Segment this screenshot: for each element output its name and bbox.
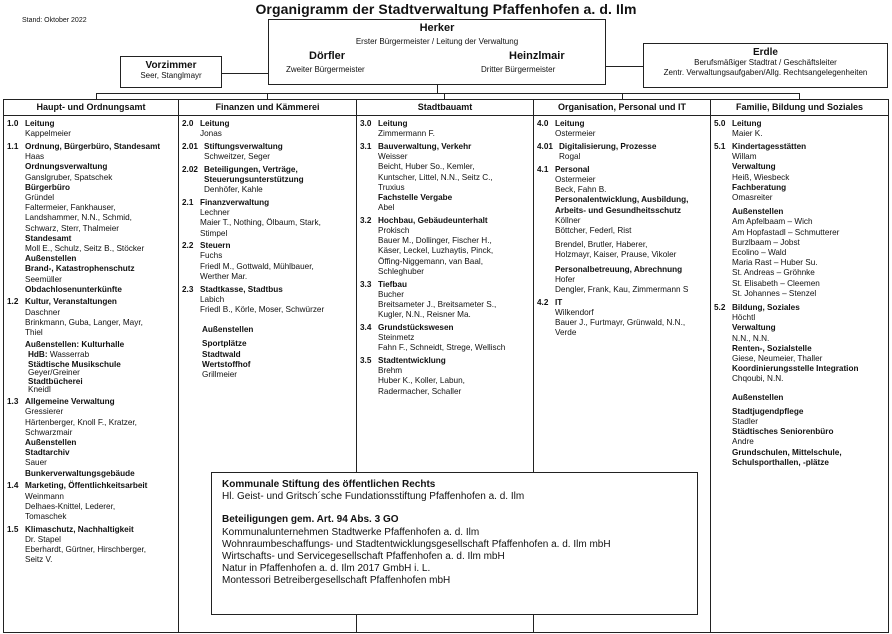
date-stamp: Stand: Oktober 2022 — [22, 17, 87, 24]
section-1-1: 1.1 Ordnung, Bürgerbüro, Standesamt Haas Ordnungsverwaltung Ganslgruber, Spatschek Bürgerbüro Gründel Faltermeier, Fankhauser, Landshammer, N.N., Schmid, Schwarz, Sterr, Thalmeier Standesamt Moll E., Schulz, Seitz B., Stöcker Außenstellen Brand-, Katastrophenschutz Seemüller Obdachlosenunterkünfte — [7, 141, 161, 294]
councillor-role: Berufsmäßiger Stadtrat / Geschäftsleiter — [694, 58, 837, 67]
section-1-3: 1.3 Allgemeine Verwaltung Gressierer Härtenberger, Knoll F., Kratzer, Schwarzmair Außenstellen Stadtarchiv Sauer Bunkerverwaltungsgebäude — [7, 397, 137, 478]
connector-bus — [96, 93, 800, 94]
section-1-0: 1.0 Leitung Kappelmeier — [7, 119, 71, 139]
first-mayor-role: Erster Bürgermeister / Leitung der Verwaltung — [355, 37, 519, 46]
section-2-0: 2.0 Leitung Jonas — [182, 119, 230, 139]
section-5-0: 5.0 Leitung Maier K. — [714, 119, 763, 139]
holdings-title: Beteiligungen gem. Art. 94 Abs. 3 GO — [222, 514, 399, 526]
third-mayor-role: Dritter Bürgermeister — [481, 65, 556, 74]
anteroom-box — [120, 56, 222, 88]
foundation-title: Kommunale Stiftung des öffentlichen Rechts — [222, 479, 436, 490]
second-mayor-name: Dörfler — [309, 50, 346, 62]
column-title: Stadtbauamt — [357, 100, 533, 116]
page-title: Organigramm der Stadtverwaltung Pfaffenhofen a. d. Ilm — [255, 1, 637, 17]
foundation-box — [211, 472, 698, 615]
section-2-02: 2.02 Beteiligungen, Verträge, Steuerungsunterstützung Denhöfer, Kahle — [182, 164, 304, 195]
section-5-1: 5.1 Kindertagesstätten Willam Verwaltung Heiß, Wiesbeck Fachberatung Omasreiter Außenstellen Am Apfelbaam – Wich Am Hopfastadl – Schmutterer Burzlbaam – Jobst Ecolino – Wald Maria Rast – Huber Su. St. Andreas – Gröhnke St. Elisabeth – Cleemen St. Johannes – Stenzel — [714, 141, 840, 298]
column-haupt-ordnungsamt — [3, 99, 179, 633]
column-title: Finanzen und Kämmerei — [179, 100, 356, 116]
anteroom-title: Vorzimmer — [145, 60, 197, 71]
holding-item: Montessori Betreibergesellschaft Pfaffenhofen mbH — [222, 575, 451, 587]
section-3-1: 3.1 Bauverwaltung, Verkehr Weisser Beicht, Huber So., Kemler, Kuntscher, Littel, N.N., Seitz C., Truxius Fachstelle Vergabe Abel — [360, 141, 493, 213]
section-1-2: 1.2 Kultur, Veranstaltungen Daschner Brinkmann, Guba, Langer, Mayr, Thiel Außenstellen: Kulturhalle HdB: Wasserrab Städtische Musikschule Geyer/Greiner Stadtbücherei Kneidl — [7, 297, 143, 395]
mayor-box — [268, 19, 606, 85]
councillor-name: Erdle — [752, 47, 778, 58]
section-3-5: 3.5 Stadtentwicklung Brehm Huber K., Koller, Labun, Radermacher, Schaller — [360, 355, 465, 396]
councillor-box — [643, 43, 888, 88]
column-title: Haupt- und Ordnungsamt — [4, 100, 178, 116]
section-2-3: 2.3 Stadtkasse, Stadtbus Labich Friedl B., Körle, Moser, Schwürzer — [182, 284, 325, 314]
finance-external-sites: Außenstellen Sportplätze Stadtwald Wertstoffhof Grillmeier — [202, 325, 254, 379]
column-title: Familie, Bildung und Soziales — [711, 100, 888, 116]
section-4-2: 4.2 IT Wilkendorf Bauer J., Furtmayr, Grünwald, N.N., Verde — [537, 297, 686, 338]
holding-item: Kommunalunternehmen Stadtwerke Pfaffenhofen a. d. Ilm — [222, 526, 480, 538]
section-4-0: 4.0 Leitung Ostermeier — [537, 119, 596, 139]
connector-councillor — [606, 66, 643, 67]
section-3-2: 3.2 Hochbau, Gebäudeunterhalt Prokisch Bauer M., Dollinger, Fischer H., Käser, Leckel, Luzhaytis, Pinck, Öffing-Niggemann, van Baal, Schleghuber — [360, 215, 494, 276]
section-3-4: 3.4 Grundstückswesen Steinmetz Fahn F., Schneidt, Strege, Wellisch — [360, 322, 506, 353]
foundation-entry: Hl. Geist- und Gritsch´sche Fundationsstiftung Pfaffenhofen a. d. Ilm — [222, 491, 525, 503]
section-5-2: 5.2 Bildung, Soziales Höchtl Verwaltung N.N., N.N. Renten-, Sozialstelle Giese, Neumeier, Thaller Koordinierungsstelle Integration Chqoubi, N.N. Außenstellen Stadtjugendpflege Stadler Städtisches Seniorenbüro Andre Grundschulen, Mittelschule, Schulsporthallen, -plätze — [714, 302, 859, 467]
section-3-0: 3.0 Leitung Zimmermann F. — [360, 119, 435, 139]
holding-item: Wohnraumbeschaffungs- und Stadtentwicklungsgesellschaft Pfaffenhofen a. d. Ilm mbH — [222, 538, 611, 550]
section-1-5: 1.5 Klimaschutz, Nachhaltigkeit Dr. Stapel Eberhardt, Gürtner, Hirschberger, Seitz V. — [7, 524, 147, 565]
councillor-task: Zentr. Verwaltungsaufgaben/Allg. Rechtsangelegenheiten — [663, 68, 868, 77]
section-2-01: 2.01 Stiftungsverwaltung Schweitzer, Seger — [182, 141, 283, 162]
section-4-1: 4.1 Personal Ostermeier Beck, Fahn B. Personalentwicklung, Ausbildung, Arbeits- und Gesundheitsschutz Köllner Böttcher, Federl, Rist Brendel, Brutler, Haberer, Holzmayr, Kaiser, Prause, Vikoler Personalbetreuung, Abrechnung Hofer Dengler, Frank, Kau, Zimmermann S — [537, 164, 689, 295]
anteroom-people: Seer, Stanglmayr — [140, 71, 202, 80]
connector-trunk — [437, 85, 438, 93]
column-familie-bildung-soziales — [710, 99, 889, 633]
holding-item: Natur in Pfaffenhofen a. d. Ilm 2017 GmbH i. L. — [222, 563, 431, 575]
section-2-2: 2.2 Steuern Fuchs Friedl M., Gottwald, Mühlbauer, Werther Mar. — [182, 241, 314, 281]
holding-item: Wirtschafts- und Servicegesellschaft Pfaffenhofen a. d. Ilm mbH — [222, 551, 505, 563]
section-3-3: 3.3 Tiefbau Bucher Breitsameter J., Breitsameter S., Kugler, N.N., Reisner Ma. — [360, 279, 497, 320]
first-mayor-name: Herker — [419, 22, 455, 34]
column-title: Organisation, Personal und IT — [534, 100, 710, 116]
section-4-01: 4.01 Digitalisierung, Prozesse Rogal — [537, 141, 657, 162]
second-mayor-role: Zweiter Bürgermeister — [286, 65, 365, 74]
section-1-4: 1.4 Marketing, Öffentlichkeitsarbeit Weinmann Delhaes-Knittel, Lederer, Tomaschek — [7, 481, 148, 521]
section-2-1: 2.1 Finanzverwaltung Lechner Maier T., Nothing, Ölbaum, Stark, Stimpel — [182, 197, 321, 238]
third-mayor-name: Heinzlmair — [509, 50, 565, 62]
connector-anteroom — [222, 73, 268, 74]
